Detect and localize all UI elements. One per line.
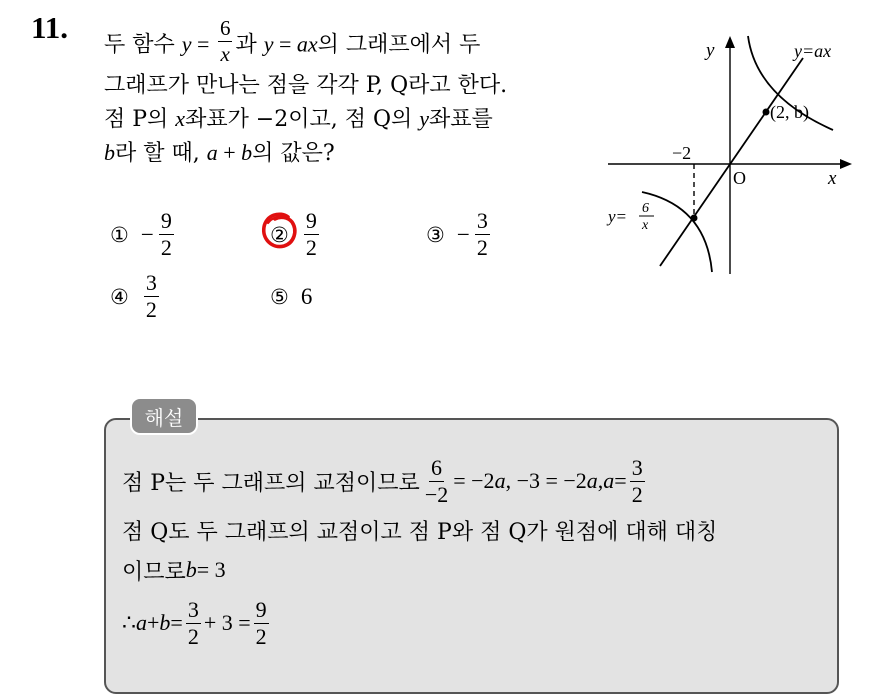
choice-3[interactable]: [426, 210, 493, 259]
fraction-3-over-2: [186, 596, 201, 649]
text-segment: 의 값은?: [252, 141, 335, 166]
math-op: =: [170, 610, 183, 635]
choice-5-mark: ⑤: [270, 285, 289, 309]
math-var: b: [104, 140, 115, 165]
choice-3-fraction: [475, 210, 490, 259]
intersection-point-q: [763, 109, 770, 116]
fraction-numerator: 9: [255, 596, 267, 622]
text-segment: 좌표를: [429, 107, 493, 132]
question-line-2: [104, 69, 594, 102]
curve-label-numerator: 6: [642, 201, 649, 216]
fraction-6-over-x: [218, 18, 233, 65]
fraction-denominator: x: [220, 42, 230, 66]
question-line-3: [104, 102, 594, 136]
text-segment: 좌표가 −2이고, 점 Q의: [185, 107, 420, 132]
math-op: = 3: [196, 557, 226, 582]
fraction-denominator: 2: [631, 481, 643, 507]
choice-4-fraction: [144, 272, 159, 321]
math-op: +: [217, 140, 242, 165]
origin-label: O: [733, 168, 746, 188]
fraction-numerator: 3: [631, 454, 643, 480]
choice-2[interactable]: [270, 210, 322, 259]
fraction-numerator: 3: [187, 596, 199, 622]
choice-5-value: 6: [300, 284, 313, 309]
curve-label-denominator: x: [642, 218, 649, 233]
question-line-1: [104, 16, 594, 69]
choice-1-fraction: [159, 210, 174, 259]
fraction-numerator: 6: [219, 16, 231, 40]
intersection-point-p: [691, 215, 698, 222]
fraction-denominator: −2: [424, 481, 449, 507]
math-var: b: [159, 610, 171, 635]
x-axis-label: x: [828, 168, 837, 189]
solution-line-1: [122, 452, 834, 510]
tick-label-neg2: −2: [672, 143, 692, 163]
math-op: +: [147, 610, 160, 635]
hyperbola-branch-lower: [642, 192, 712, 272]
fraction-denominator: 2: [476, 235, 488, 260]
fraction-denominator: 2: [160, 235, 172, 260]
point-q-label: (2, b): [770, 102, 809, 122]
curve-label-prefix: y=: [608, 207, 628, 226]
choice-4-value: [141, 272, 162, 321]
solution-text: [122, 452, 834, 652]
math-var: b: [241, 140, 253, 165]
choice-3-value: [457, 210, 493, 259]
text-segment: 의 그래프에서 두: [317, 32, 481, 58]
fraction-denominator: 2: [145, 297, 157, 322]
choice-1[interactable]: [110, 210, 177, 259]
math-var: a: [206, 140, 218, 165]
choice-1-sign: −: [140, 221, 154, 247]
math-var: x: [175, 106, 186, 131]
text-segment: 이므로: [122, 559, 186, 585]
x-axis-arrow-icon: [840, 159, 852, 169]
text-segment: 점 Q도 두 그래프의 교점이고 점 P와 점 Q가 원점에 대해 대칭: [122, 519, 718, 545]
fraction-numerator: 6: [431, 454, 443, 480]
choice-3-sign: −: [456, 221, 470, 247]
question-number: 11.: [31, 10, 69, 45]
math-op: ,: [597, 468, 604, 493]
math-var: a: [603, 468, 615, 493]
choice-4-mark: ④: [110, 284, 129, 309]
math-op: =: [273, 31, 297, 57]
graph-figure: [598, 30, 860, 280]
fraction-9-over-2: [254, 596, 269, 649]
math-op: + 3 =: [203, 610, 251, 635]
choice-2-fraction: [304, 210, 319, 259]
line-label: y=ax: [794, 41, 832, 61]
math-var: y: [263, 31, 274, 57]
math-var: a: [136, 610, 147, 635]
text-segment: 라 할 때,: [115, 141, 207, 166]
text-segment: 그래프가 만나는 점을 각각 P, Q라고 한다.: [104, 73, 508, 98]
fraction-numerator: 3: [476, 208, 488, 233]
choice-2-value: [301, 210, 322, 259]
fraction-numerator: 9: [160, 208, 172, 233]
fraction-denominator: 2: [305, 235, 317, 260]
fraction-6-over-neg2: [423, 454, 450, 507]
fraction-denominator: 2: [187, 623, 199, 649]
choice-2-mark: [270, 223, 289, 247]
solution-line-2: [122, 510, 834, 550]
text-segment: 과: [235, 32, 264, 58]
text-segment: 점 P의: [104, 107, 176, 132]
solution-line-4: [122, 594, 834, 652]
choice-3-mark: ③: [426, 222, 445, 247]
solution-line-3: [122, 550, 834, 590]
text-segment: 두 함수: [104, 32, 182, 58]
choice-2-mark-text: ②: [270, 222, 289, 247]
fraction-numerator: 3: [145, 270, 157, 295]
fraction-numerator: 9: [305, 208, 317, 233]
text-segment: 점 P는 두 그래프의 교점이므로: [122, 470, 420, 496]
math-op: =: [614, 468, 627, 493]
y-axis-arrow-icon: [725, 36, 735, 48]
math-var: y: [181, 31, 192, 57]
choice-1-mark: ①: [110, 222, 129, 247]
therefore-symbol: ∴: [122, 610, 136, 635]
fraction-denominator: 2: [255, 623, 267, 649]
question-text: [104, 16, 594, 170]
y-axis-label: y: [706, 40, 715, 61]
choice-4[interactable]: [110, 272, 162, 321]
math-var: ax: [296, 31, 318, 57]
fraction-3-over-2: [630, 454, 645, 507]
math-op: =: [191, 31, 215, 57]
question-line-4: [104, 136, 594, 170]
choice-5[interactable]: [270, 284, 312, 310]
solution-tag: 해설: [130, 397, 198, 435]
choice-1-value: [141, 210, 177, 259]
math-var: y: [419, 106, 430, 131]
math-var: a: [494, 468, 506, 493]
math-var: a: [586, 468, 598, 493]
math-op: , −3 = −2: [505, 468, 587, 493]
math-op: = −2: [453, 468, 495, 493]
math-var: b: [185, 557, 197, 582]
